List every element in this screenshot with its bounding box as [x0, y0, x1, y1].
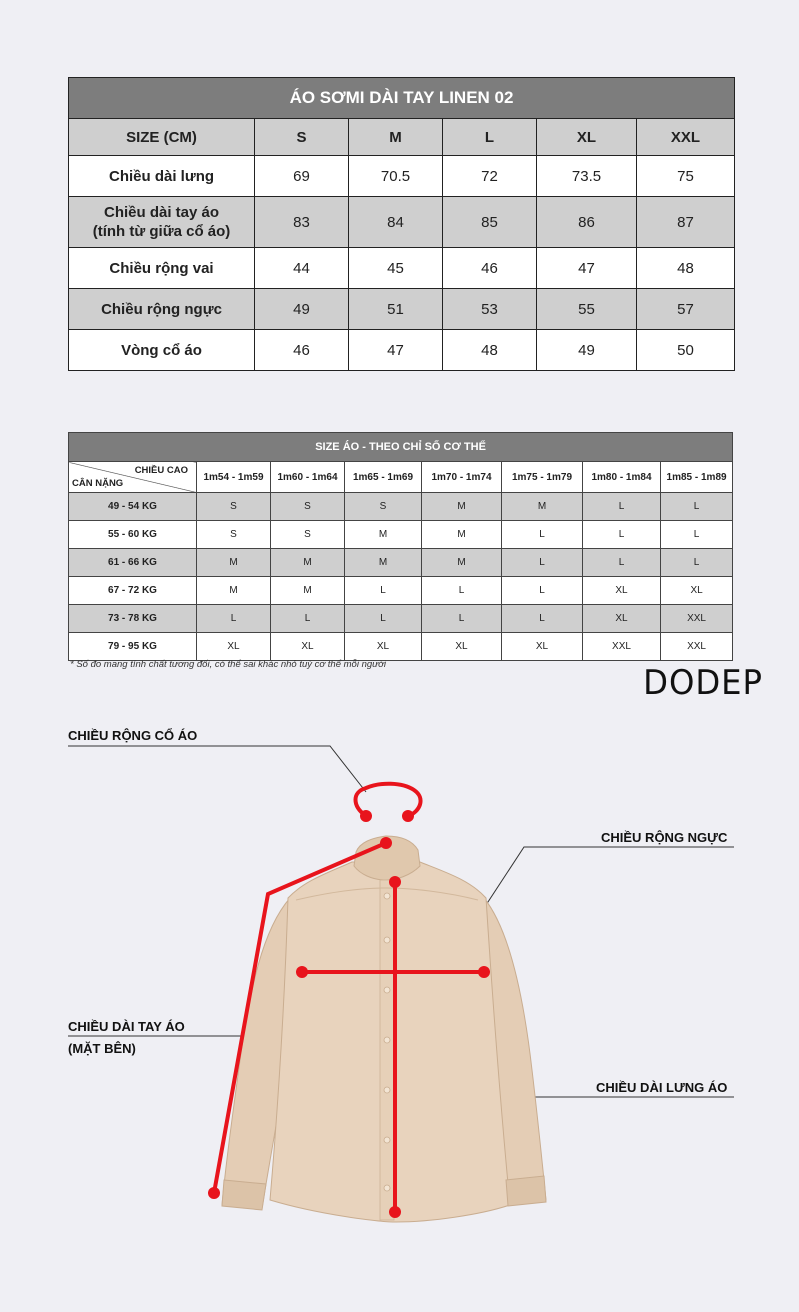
recommended-size: S: [197, 521, 271, 549]
measurement-value: 53: [443, 289, 537, 330]
recommended-size: M: [197, 577, 271, 605]
measurement-label: [69, 248, 255, 289]
back-endpoint-top: [389, 876, 401, 888]
measurement-value: 46: [255, 330, 349, 371]
table-row: [69, 577, 733, 605]
measurement-value: 49: [537, 330, 637, 371]
size-header-cell: L: [443, 119, 537, 156]
weight-axis-label: CÂN NẶNG: [72, 478, 124, 489]
height-header-cell: 1m60 - 1m64: [271, 462, 345, 493]
recommended-size: M: [345, 549, 422, 577]
recommended-size: XL: [661, 577, 733, 605]
table-row: [69, 493, 733, 521]
recommended-size: XXL: [661, 633, 733, 661]
measurement-value: 72: [443, 156, 537, 197]
collar-endpoint-left: [360, 810, 372, 822]
weight-label: 55 - 60 KG: [69, 521, 197, 549]
measurement-value: 55: [537, 289, 637, 330]
recommended-size: L: [502, 577, 583, 605]
weight-label: 67 - 72 KG: [69, 577, 197, 605]
recommended-size: XL: [502, 633, 583, 661]
recommended-size: XL: [583, 577, 661, 605]
size-chart-title: ÁO SƠMI DÀI TAY LINEN 02: [69, 78, 735, 119]
collar-leader-line: [68, 746, 366, 792]
recommended-size: L: [422, 577, 502, 605]
corner-header-cell: [69, 462, 197, 493]
measurement-value: 47: [537, 248, 637, 289]
recommended-size: M: [422, 549, 502, 577]
recommended-size: M: [502, 493, 583, 521]
measurement-value: 69: [255, 156, 349, 197]
recommended-size: L: [583, 549, 661, 577]
recommended-size: L: [583, 521, 661, 549]
height-header-cell: 1m70 - 1m74: [422, 462, 502, 493]
recommended-size: S: [197, 493, 271, 521]
measurement-value: 49: [255, 289, 349, 330]
body-index-table: [68, 432, 733, 661]
measurement-label: [69, 197, 255, 248]
height-header-cell: 1m54 - 1m59: [197, 462, 271, 493]
size-chart-table: [68, 77, 735, 371]
weight-label: 61 - 66 KG: [69, 549, 197, 577]
weight-label: 79 - 95 KG: [69, 633, 197, 661]
recommended-size: L: [197, 605, 271, 633]
measurement-value: 84: [349, 197, 443, 248]
disclaimer-note: * Số đo mang tính chất tương đối, có thể sai khác nhỏ tuỳ cơ thể mỗi người: [70, 659, 387, 670]
recommended-size: L: [345, 605, 422, 633]
recommended-size: L: [661, 521, 733, 549]
recommended-size: XL: [583, 605, 661, 633]
measurement-label-line: Vòng cổ áo: [121, 341, 202, 359]
size-header-cell: S: [255, 119, 349, 156]
measurement-value: 57: [637, 289, 735, 330]
recommended-size: S: [271, 521, 345, 549]
recommended-size: XL: [422, 633, 502, 661]
measurement-value: 44: [255, 248, 349, 289]
measurement-value: 47: [349, 330, 443, 371]
collar-width-label: CHIỀU RỘNG CỔ ÁO: [68, 728, 198, 743]
measurement-value: 48: [637, 248, 735, 289]
measurement-label: [69, 330, 255, 371]
table-row: [69, 156, 735, 197]
chest-endpoint-left: [296, 966, 308, 978]
back-length-label: CHIỀU DÀI LƯNG ÁO: [596, 1080, 728, 1095]
table-row: [69, 289, 735, 330]
table-row: [69, 248, 735, 289]
measurement-label-line: Chiều rộng vai: [109, 259, 214, 277]
recommended-size: L: [502, 605, 583, 633]
recommended-size: M: [271, 577, 345, 605]
recommended-size: S: [271, 493, 345, 521]
height-header-cell: 1m85 - 1m89: [661, 462, 733, 493]
recommended-size: XXL: [583, 633, 661, 661]
measurement-value: 48: [443, 330, 537, 371]
measurement-value: 83: [255, 197, 349, 248]
recommended-size: L: [661, 493, 733, 521]
measurement-label: [69, 289, 255, 330]
recommended-size: XL: [197, 633, 271, 661]
recommended-size: XXL: [661, 605, 733, 633]
measurement-value: 51: [349, 289, 443, 330]
table-row: [69, 330, 735, 371]
height-header-row: [69, 462, 733, 493]
measurement-value: 70.5: [349, 156, 443, 197]
recommended-size: L: [502, 521, 583, 549]
recommended-size: M: [345, 521, 422, 549]
weight-label: 49 - 54 KG: [69, 493, 197, 521]
measurement-value: 85: [443, 197, 537, 248]
size-header-row: [69, 119, 735, 156]
table-row: [69, 633, 733, 661]
table-row: [69, 521, 733, 549]
sleeve-endpoint-top: [380, 837, 392, 849]
measurement-value: 73.5: [537, 156, 637, 197]
measurement-value: 50: [637, 330, 735, 371]
measurement-label: [69, 156, 255, 197]
measurement-label-line: Chiều dài lưng: [108, 167, 215, 185]
measurement-value: 45: [349, 248, 443, 289]
recommended-size: S: [345, 493, 422, 521]
recommended-size: M: [422, 493, 502, 521]
recommended-size: M: [422, 521, 502, 549]
measurement-value: 86: [537, 197, 637, 248]
recommended-size: L: [502, 549, 583, 577]
recommended-size: L: [422, 605, 502, 633]
collar-endpoint-right: [402, 810, 414, 822]
table-row: [69, 605, 733, 633]
sleeve-length-label: CHIỀU DÀI TAY ÁO: [68, 1019, 185, 1034]
recommended-size: XL: [345, 633, 422, 661]
recommended-size: L: [661, 549, 733, 577]
measurement-value: 75: [637, 156, 735, 197]
measurement-value: 87: [637, 197, 735, 248]
measurement-value: 46: [443, 248, 537, 289]
brand-logo: DODEP: [643, 663, 763, 703]
recommended-size: XL: [271, 633, 345, 661]
body-index-title: SIZE ÁO - THEO CHỈ SỐ CƠ THỂ: [69, 433, 733, 462]
recommended-size: L: [345, 577, 422, 605]
measurement-label-line: Chiều dài tay áo: [103, 204, 220, 221]
measurement-label-line: Chiều rộng ngực: [101, 300, 222, 318]
size-header-cell: XL: [537, 119, 637, 156]
back-endpoint-bottom: [389, 1206, 401, 1218]
height-header-cell: 1m80 - 1m84: [583, 462, 661, 493]
chest-endpoint-right: [478, 966, 490, 978]
shirt-measurement-diagram: [0, 700, 799, 1312]
recommended-size: M: [271, 549, 345, 577]
height-header-cell: 1m65 - 1m69: [345, 462, 422, 493]
size-header-cell: XXL: [637, 119, 735, 156]
table-row: [69, 197, 735, 248]
weight-label: 73 - 78 KG: [69, 605, 197, 633]
chest-width-label: CHIỀU RỘNG NGỰC: [601, 830, 728, 845]
table-row: [69, 549, 733, 577]
size-header-cell: SIZE (CM): [69, 119, 255, 156]
measurement-label-line: (tính từ giữa cổ áo): [92, 223, 231, 240]
recommended-size: L: [271, 605, 345, 633]
recommended-size: L: [583, 493, 661, 521]
height-axis-label: CHIỀU CAO: [134, 465, 188, 476]
recommended-size: M: [197, 549, 271, 577]
height-header-cell: 1m75 - 1m79: [502, 462, 583, 493]
size-header-cell: M: [349, 119, 443, 156]
sleeve-endpoint-bottom: [208, 1187, 220, 1199]
sleeve-length-sublabel: (MẶT BÊN): [68, 1041, 136, 1056]
